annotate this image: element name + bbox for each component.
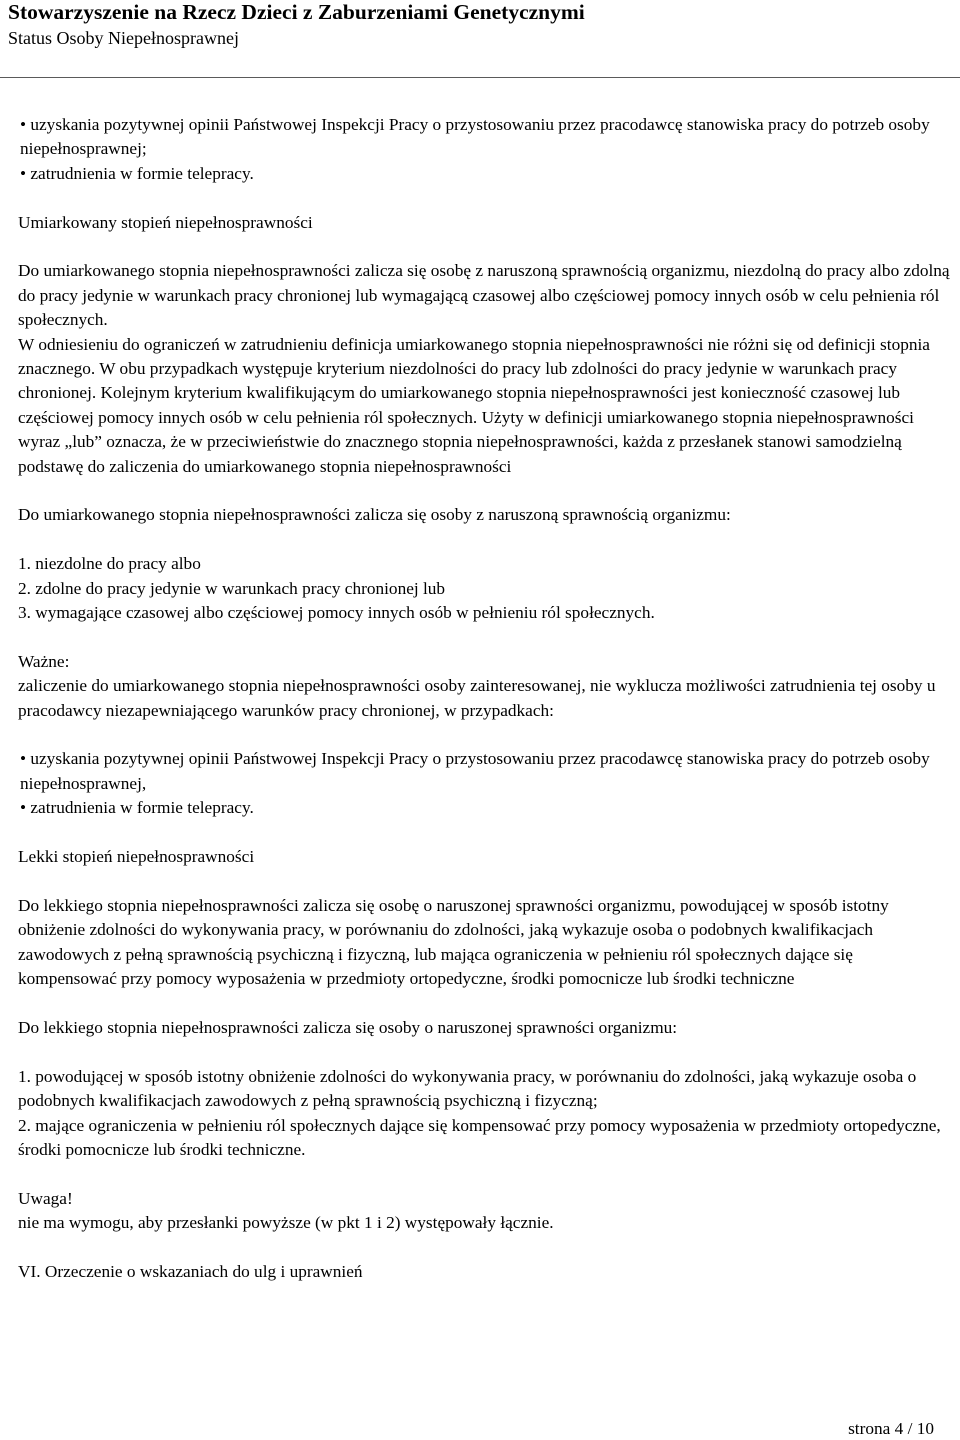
numbered-item: 3. wymagające czasowej albo częściowej pomocy innych osób w pełnieniu ról społecznych. (18, 603, 655, 623)
page-header (8, 0, 952, 49)
organization-title: Stowarzyszenie na Rzecz Dzieci z Zaburzeniami Genetycznymi (8, 0, 585, 24)
numbered-item: 2. mające ograniczenia w pełnieniu ról społecznych dające się kompensować przy pomocy wyposażenia w przedmioty ortopedyczne, środki pomocnicze lub środki techniczne. (18, 1115, 941, 1159)
paragraph: zaliczenie do umiarkowanego stopnia niepełnosprawności osoby zainteresowanej, nie wyklucza możliwości zatrudnienia tej osoby u pracodawcy niezapewniającego warunków pracy chronionej, w przypadkach: (18, 676, 936, 720)
bullet-item: • zatrudnienia w formie telepracy. (20, 798, 254, 818)
numbered-item: 1. niezdolne do pracy albo (18, 554, 201, 574)
header-divider (0, 77, 960, 78)
paragraph: Do umiarkowanego stopnia niepełnosprawności zalicza się osobę z naruszoną sprawnością organizmu, niezdolną do pracy albo zdolną do pracy jedynie w warunkach pracy chronionej lub wymagającą czasowej albo częściowej pomocy innych osób w celu pełnienia ról społecznych. (18, 261, 950, 330)
document-body (8, 113, 952, 1284)
bullet-item: • zatrudnienia w formie telepracy. (20, 163, 254, 183)
document-subtitle: Status Osoby Niepełnosprawnej (8, 28, 239, 48)
section-heading-next: VI. Orzeczenie o wskazaniach do ulg i uprawnień (18, 1261, 363, 1281)
list-intro: Do lekkiego stopnia niepełnosprawności zalicza się osoby o naruszonej sprawności organizmu: (18, 1017, 678, 1037)
bullet-item: • uzyskania pozytywnej opinii Państwowej Inspekcji Pracy o przystosowaniu przez pracodawcę stanowiska pracy do potrzeb osoby niepełnosprawnej, (20, 749, 930, 793)
page-counter: strona 4 / 10 (848, 1419, 934, 1438)
numbered-item: 2. zdolne do pracy jedynie w warunkach pracy chronionej lub (18, 578, 446, 598)
important-label: Ważne: (18, 651, 70, 671)
section-heading-light: Lekki stopień niepełnosprawności (18, 847, 255, 867)
note-label: Uwaga! (18, 1188, 73, 1208)
numbered-item: 1. powodującej w sposób istotny obniżenie zdolności do wykonywania pracy, w porównaniu do zdolności, jaką wykazuje osoba o podobnych kwalifikacjach zawodowych z pełną sprawnością psychiczną i fizyczną; (18, 1066, 917, 1111)
paragraph: Do lekkiego stopnia niepełnosprawności zalicza się osobę o naruszonej sprawności organizmu, powodującej w sposób istotny obniżenie zdolności do wykonywania pracy, w porównaniu do zdolności, jaką wykazuje osoba o podobnych kwalifikacjach zawodowych z pełną sprawnością psychiczną i fizyczną, lub mająca ograniczenia w pełnieniu ról społecznych dające się kompensować przy pomocy wyposażenia w przedmioty ortopedyczne, środki pomocnicze lub środki techniczne (18, 895, 889, 989)
paragraph: nie ma wymogu, aby przesłanki powyższe (w pkt 1 i 2) występowały łącznie. (18, 1213, 554, 1233)
section-heading-moderate: Umiarkowany stopień niepełnosprawności (18, 212, 313, 232)
paragraph: W odniesieniu do ograniczeń w zatrudnieniu definicja umiarkowanego stopnia niepełnosprawności nie różni się od definicji stopnia znacznego. W obu przypadkach występuje kryterium niezdolności do pracy lub zdolności do pracy jedynie w warunkach pracy chronionej. Kolejnym kryterium kwalifikującym do umiarkowanego stopnia niepełnosprawności jest konieczność czasowej lub częściowej pomocy innych osób w celu pełnienia ról społecznych. Użyty w definicji umiarkowanego stopnia niepełnosprawności wyraz „lub” oznacza, że w przeciwieństwie do znacznego stopnia niepełnosprawności, każda z przesłanek stanowi samodzielną podstawę do zaliczenia do umiarkowanego stopnia niepełnosprawności (18, 334, 930, 476)
list-intro: Do umiarkowanego stopnia niepełnosprawności zalicza się osoby z naruszoną sprawnością organizmu: (18, 505, 731, 525)
bullet-item: • uzyskania pozytywnej opinii Państwowej Inspekcji Pracy o przystosowaniu przez pracodawcę stanowiska pracy do potrzeb osoby niepełnosprawnej; (20, 115, 930, 159)
